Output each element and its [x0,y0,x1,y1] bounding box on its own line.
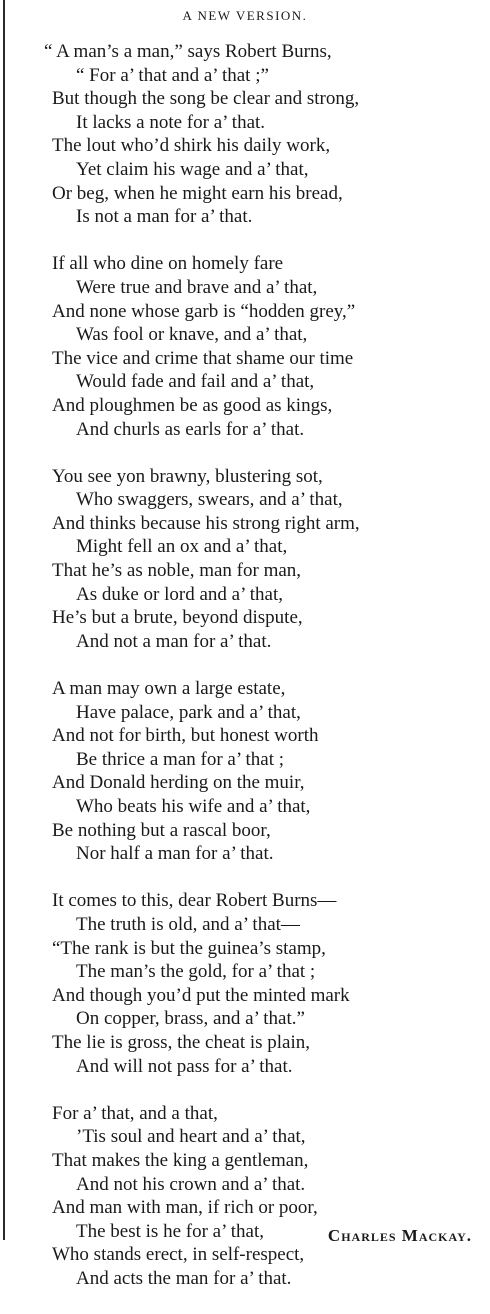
stanza-1 [44,40,482,229]
poem-line: And churls as earls for a’ that. [76,418,305,440]
stanza-5 [52,889,482,1078]
poem-line: And not a man for a’ that. [76,630,272,652]
poem-line: On copper, brass, and a’ that.” [76,1008,305,1030]
poem-line: A man may own a large estate, [52,678,286,700]
poem-line: The lie is gross, the cheat is plain, [52,1031,311,1053]
stanza-4 [52,677,482,866]
poem-line: “ A man’s a man,” says Robert Burns, [44,41,332,62]
column-rule [3,0,5,1240]
poem-line: And man with man, if rich or poor, [52,1197,318,1219]
poem-line: Or beg, when he might earn his bread, [52,182,343,204]
poem-line: It comes to this, dear Robert Burns— [52,890,337,912]
poem-line: Nor half a man for a’ that. [76,843,274,865]
poem-line: And ploughmen be as good as kings, [52,394,333,416]
poem-title: A NEW VERSION. [182,8,308,23]
poem-line: Yet claim his wage and a’ that, [76,158,309,180]
poem-line: He’s but a brute, beyond dispute, [52,607,303,629]
poem-line: Be thrice a man for a’ that ; [76,748,285,770]
poem-line: If all who dine on homely fare [52,253,284,275]
stanza-6 [52,1102,482,1291]
poem-line: The truth is old, and a’ that— [76,913,300,935]
poem-line: That makes the king a gentleman, [52,1149,309,1171]
poem-line: Who stands erect, in self-respect, [52,1244,305,1266]
poem-line: Might fell an ox and a’ that, [76,536,288,558]
poem-line: The man’s the gold, for a’ that ; [76,961,316,983]
poem-line: For a’ that, and a that, [52,1102,218,1124]
poem-line: But though the song be clear and strong, [52,88,360,110]
poem-line: And none whose garb is “hodden grey,” [52,300,356,322]
poem-line: And thinks because his strong right arm, [52,512,360,534]
poem-line: “ For a’ that and a’ that ;” [76,64,269,86]
poem-line: The best is he for a’ that, [76,1220,264,1242]
poem-line: And not his crown and a’ that. [76,1173,306,1195]
poem-line: Was fool or knave, and a’ that, [76,324,308,346]
poem-line: You see yon brawny, blustering sot, [52,465,323,487]
poem-line: Were true and brave and a’ that, [76,276,318,298]
poem-line: And though you’d put the minted mark [52,984,350,1006]
poem-line: “The rank is but the guinea’s stamp, [52,937,326,959]
poem-line: And acts the man for a’ that. [76,1267,292,1289]
poem-line: And will not pass for a’ that. [76,1055,293,1077]
poem-line: And not for birth, but honest worth [52,725,319,747]
poem-line: The vice and crime that shame our time [52,347,354,369]
author-signature: Charles Mackay. [327,1226,472,1245]
poem-body [44,40,482,1314]
poem-line: Would fade and fail and a’ that, [76,371,315,393]
poem-line: Who swaggers, swears, and a’ that, [76,489,343,511]
poem-line: The lout who’d shirk his daily work, [52,135,331,157]
poem-line: And Donald herding on the muir, [52,772,305,794]
poem-line: ’Tis soul and heart and a’ that, [76,1126,306,1148]
poem-line: Have palace, park and a’ that, [76,701,301,723]
poem-line: Be nothing but a rascal boor, [52,819,271,841]
poem-line: It lacks a note for a’ that. [76,111,266,133]
poem-line: As duke or lord and a’ that, [76,583,284,605]
poem-line: That he’s as noble, man for man, [52,560,302,582]
poem-line: Is not a man for a’ that. [76,206,253,228]
stanza-3 [52,465,482,654]
poem-line: Who beats his wife and a’ that, [76,796,311,817]
stanza-2 [52,252,482,441]
